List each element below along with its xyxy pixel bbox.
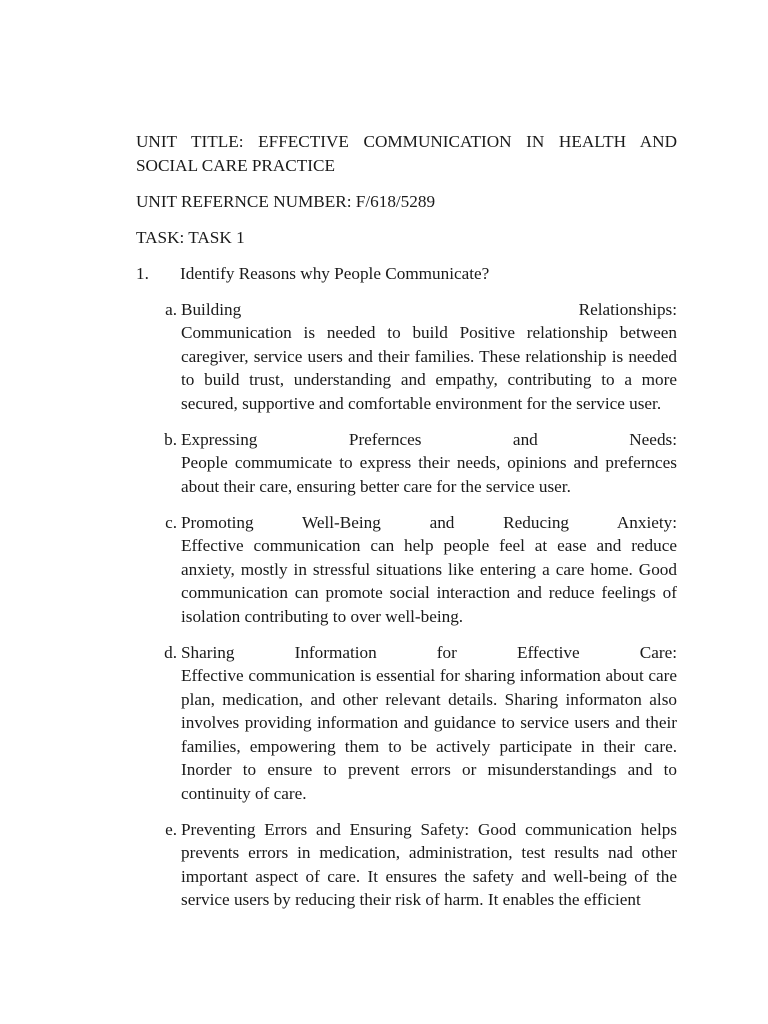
question-number: 1.: [136, 263, 149, 283]
list-marker: a.: [165, 299, 177, 319]
unit-reference-number: UNIT REFERNCE NUMBER: F/618/5289: [136, 191, 436, 211]
list-marker: c.: [165, 512, 177, 532]
list-item-heading: Building Relationships:: [181, 299, 677, 319]
list-item-text: Effective communication can help people feel at ease and reduce anxiety, mostly in stressful situations like entering a care home. Good communication can promote social interaction and reduce feelings of isolation contributing to over well-being.: [181, 536, 677, 626]
question-text: Identify Reasons why People Communicate?: [180, 263, 490, 283]
unit-title: UNIT TITLE: EFFECTIVE COMMUNICATION IN HEALTH AND SOCIAL CARE PRACTICE: [136, 132, 677, 175]
document-page: [136, 130, 677, 924]
list-item: [136, 511, 677, 629]
list-item: [136, 818, 677, 912]
list-marker: e.: [165, 819, 177, 839]
list-item: [136, 298, 677, 416]
list-item-heading: Expressing Prefernces and Needs:: [181, 429, 677, 449]
list-item-text: People commumicate to express their needs, opinions and prefernces about their care, ensuring better care for the service user.: [181, 453, 677, 496]
task-label: TASK: TASK 1: [136, 227, 245, 247]
question: [136, 262, 677, 286]
list-item-text: Communication is needed to build Positive relationship between caregiver, service users and their families. These relationship is needed to build trust, understanding and empathy, contributing to a more secured, supportive and comfortable environment for the service user.: [181, 323, 677, 413]
list-item-text: Preventing Errors and Ensuring Safety: Good communication helps prevents errors in medication, administration, test results nad other important aspect of care. It ensures the safety and well-being of the service users by reducing their risk of harm. It enables the efficient: [181, 819, 677, 909]
list-marker: d.: [164, 642, 177, 662]
list-item-heading: Promoting Well-Being and Reducing Anxiety:: [181, 512, 677, 532]
list-item-heading: Sharing Information for Effective Care:: [181, 642, 677, 662]
list-item-text: Effective communication is essential for sharing information about care plan, medication, and other relevant details. Sharing informaton also involves providing information and guidance to service users and their families, empowering them to be actively participate in their care. Inorder to ensure to prevent errors or misunderstandings and to continuity of care.: [181, 666, 677, 803]
list-item: [136, 428, 677, 499]
list-item: [136, 641, 677, 806]
list-marker: b.: [164, 429, 177, 449]
reasons-list: [136, 298, 677, 912]
